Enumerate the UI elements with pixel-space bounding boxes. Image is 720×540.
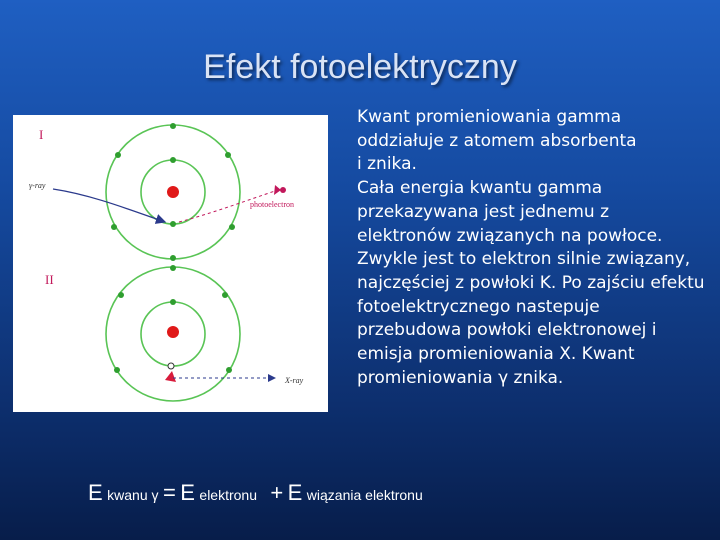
panel-1-label: I	[39, 127, 44, 142]
formula-e2: E	[180, 480, 195, 505]
formula-sub1: kwanu γ	[107, 487, 159, 503]
nucleus-1	[167, 186, 179, 198]
vacancy-fill-arrow	[165, 371, 176, 382]
slide-title: Efekt fotoelektryczny	[203, 48, 517, 86]
formula-e3: E	[287, 480, 303, 505]
electron	[225, 152, 231, 158]
electron	[118, 292, 124, 298]
electron	[226, 367, 232, 373]
atom-diagram	[13, 115, 328, 412]
electron	[170, 123, 176, 129]
xray-label: X-ray	[285, 376, 304, 385]
electron	[170, 157, 176, 163]
formula-equals: =	[162, 480, 176, 505]
photoelectric-figure	[13, 115, 328, 412]
formula-sub3: wiązania elektronu	[306, 487, 423, 503]
photoelectron	[280, 187, 286, 193]
photoelectron-arrowhead	[274, 185, 281, 195]
formula-e1: E	[88, 480, 103, 505]
slide-body-text: Kwant promieniowania gamma oddziałuje z atomem absorbenta i znika. Cała energia kwantu gamma przekazywana jest jednemu z elektronów związanych na powłoce. Zwykle jest to elektron silnie związany, najczęściej z powłoki K. Po zajściu efektu fotoelektrycznego nastepuje przebudowa powłoki elektronowej i emisja promieniowania X. Kwant promieniowania γ znika.	[357, 107, 705, 388]
panel-2-label: II	[45, 272, 54, 287]
electron	[115, 152, 121, 158]
formula-plus: +	[270, 480, 284, 505]
incoming-gamma-label: γ-ray	[29, 181, 46, 190]
formula-sub2: elektronu	[199, 487, 257, 503]
energy-formula	[88, 480, 423, 506]
electron	[170, 221, 176, 227]
electron	[170, 265, 176, 271]
incoming-gamma-arrow	[53, 189, 165, 222]
electron	[170, 255, 176, 261]
electron	[222, 292, 228, 298]
photoelectron-label: photoelectron	[250, 200, 294, 209]
nucleus-2	[167, 326, 179, 338]
electron	[229, 224, 235, 230]
electron	[114, 367, 120, 373]
electron	[111, 224, 117, 230]
vacancy	[168, 363, 174, 369]
electron	[170, 299, 176, 305]
